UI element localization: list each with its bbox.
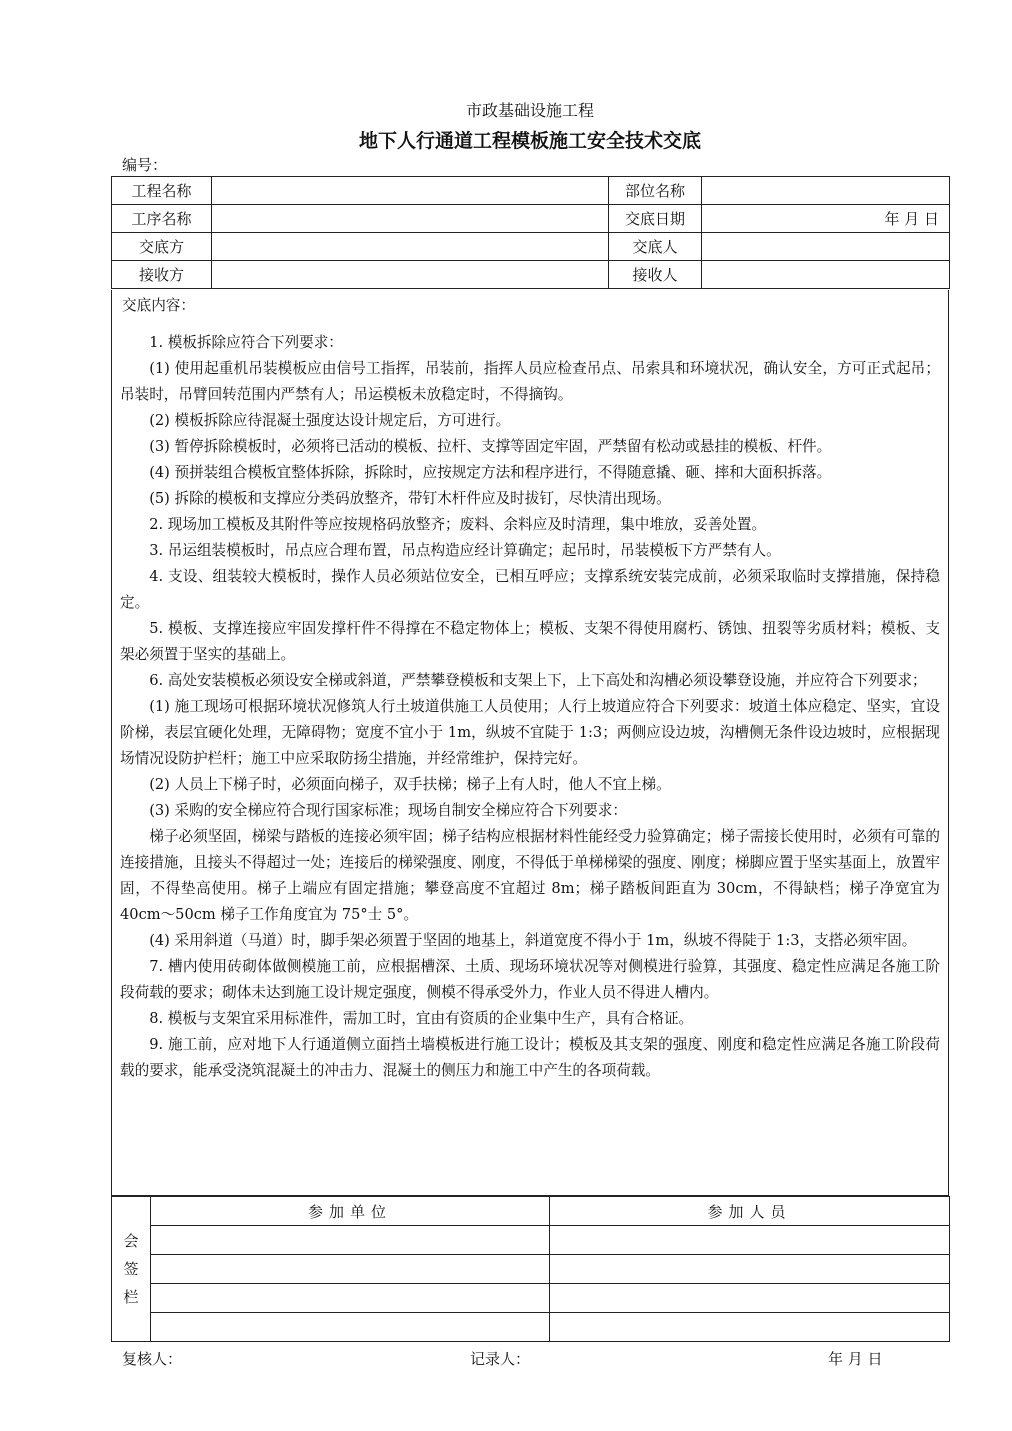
date-label: 交底日期 — [609, 205, 702, 233]
procedure-name-field[interactable] — [212, 205, 609, 233]
content-paragraph: (4) 采用斜道（马道）时，脚手架必须置于坚固的地基上，斜道宽度不得小于 1m，纵坡不得陡于 1:3，支搭必须牢固。 — [149, 932, 917, 949]
content-paragraph: 1. 模板拆除应符合下列要求： — [149, 334, 343, 351]
unit-cell[interactable] — [151, 1226, 550, 1255]
document-subtitle: 市政基础设施工程 — [465, 101, 594, 120]
issuer-label: 交底方 — [112, 233, 212, 261]
location-name-label: 部位名称 — [609, 177, 702, 205]
signoff-row — [112, 1255, 950, 1284]
info-row-issuer — [112, 233, 950, 261]
receiver-person-label: 接收人 — [609, 261, 702, 289]
person-cell[interactable] — [550, 1226, 950, 1255]
unit-cell[interactable] — [151, 1255, 550, 1284]
procedure-name-label: 工序名称 — [112, 205, 212, 233]
receiver-field[interactable] — [212, 261, 609, 289]
content-paragraph: 5. 模板、支撑连接应牢固发撑杆件不得撑在不稳定物体上；模板、支架不得使用腐朽、锈蚀、扭裂等劣质材料；模板、支架必须置于坚实的基础上。 — [120, 620, 940, 663]
unit-cell[interactable] — [151, 1313, 550, 1342]
date-field[interactable]: 年 月 日 — [702, 205, 950, 233]
content-paragraph: 4. 支设、组装较大模板时，操作人员必须站位安全，已相互呼应；支撑系统安装完成前，必须采取临时支撑措施，保持稳定。 — [120, 568, 940, 611]
serial-number-label: 编号： — [122, 156, 168, 174]
content-paragraph: 9. 施工前，应对地下人行通道侧立面挡土墙模板进行施工设计；模板及其支架的强度、刚度和稳定性应满足各施工阶段荷载的要求，能承受浇筑混凝土的冲击力、混凝土的侧压力和施工中产生的各项荷载。 — [120, 1036, 940, 1079]
content-paragraph: (1) 使用起重机吊装模板应由信号工指挥，吊装前，指挥人员应检查吊点、吊索具和环境状况，确认安全，方可正式起吊；吊装时，吊臂回转范围内严禁有人；吊运模板未放稳定时，不得摘钩。 — [120, 360, 940, 403]
content-paragraph: 8. 模板与支架宜采用标准件，需加工时，宜由有资质的企业集中生产，具有合格证。 — [149, 1010, 694, 1027]
issuer-person-field[interactable] — [702, 233, 950, 261]
signoff-label-char: 栏 — [123, 1288, 139, 1306]
footer-date: 年 月 日 — [828, 1350, 883, 1368]
issuer-person-label: 交底人 — [609, 233, 702, 261]
content-paragraph: (3) 采购的安全梯应符合现行国家标准；现场自制安全梯应符合下列要求： — [149, 802, 627, 819]
signoff-row — [112, 1313, 950, 1342]
signoff-row — [112, 1284, 950, 1313]
content-paragraph: (3) 暂停拆除模板时，必须将已活动的模板、拉杆、支撑等固定牢固，严禁留有松动或悬挂的模板、杆件。 — [149, 438, 832, 455]
person-cell[interactable] — [550, 1284, 950, 1313]
project-name-field[interactable] — [212, 177, 609, 205]
content-paragraph: 7. 槽内使用砖砌体做侧模施工前，应根据槽深、土质、现场环境状况等对侧模进行验算，其强度、稳定性应满足各施工阶段荷载的要求；砌体未达到施工设计规定强度，侧模不得承受外力，作业人员不得进人槽内。 — [120, 958, 940, 1001]
content-box — [111, 290, 949, 1196]
content-paragraph: (2) 人员上下梯子时，必须面向梯子，双手扶梯；梯子上有人时，他人不宜上梯。 — [149, 776, 671, 793]
signoff-row — [112, 1226, 950, 1255]
signoff-section-label — [112, 1197, 151, 1342]
signoff-header-row — [112, 1197, 950, 1226]
project-name-label: 工程名称 — [112, 177, 212, 205]
content-paragraph: (1) 施工现场可根据环境状况修筑人行土坡道供施工人员使用；人行上坡道应符合下列要求：坡道土体应稳定、坚实，宜设阶梯，表层宜硬化处理，无障碍物；宽度不宜小于 1m，纵坡不宜陡于 1:3；两侧应设边坡，沟槽侧无条件设边坡时，应根据现场情况设防护栏杆；施工中应采取防扬尘措施，并经常维护，保持完好。 — [120, 698, 940, 767]
person-cell[interactable] — [550, 1313, 950, 1342]
location-name-field[interactable] — [702, 177, 950, 205]
content-paragraph: (4) 预拼装组合模板宜整体拆除，拆除时，应按规定方法和程序进行，不得随意撬、砸、摔和大面积拆落。 — [149, 464, 832, 481]
info-table — [111, 176, 950, 289]
participating-unit-header: 参加单位 — [151, 1197, 550, 1226]
signoff-table — [111, 1196, 950, 1342]
info-row-procedure — [112, 205, 950, 233]
unit-cell[interactable] — [151, 1284, 550, 1313]
content-paragraph: 3. 吊运组装模板时，吊点应合理布置，吊点构造应经计算确定；起吊时，吊装模板下方严禁有人。 — [149, 542, 781, 559]
content-body — [120, 330, 940, 1084]
document-title: 地下人行通道工程模板施工安全技术交底 — [358, 130, 701, 152]
content-label: 交底内容： — [122, 297, 195, 314]
signoff-label-char: 签 — [123, 1260, 139, 1278]
content-paragraph: 梯子必须坚固，梯梁与踏板的连接必须牢固；梯子结构应根据材料性能经受力验算确定；梯子需接长使用时，必须有可靠的连接措施，且接头不得超过一处；连接后的梯梁强度、刚度，不得低于单梯梯梁的强度、刚度；梯脚应置于坚实基面上，放置牢固，不得垫高使用。梯子上端应有固定措施；攀登高度不宜超过 8m；梯子踏板间距直为 30cm，不得缺档；梯子净宽宜为 40cm～50cm 梯子工作角度宜为 75°士 5°。 — [120, 828, 940, 923]
content-paragraph: (2) 模板拆除应待混凝土强度达设计规定后，方可进行。 — [149, 412, 511, 429]
participating-person-header: 参加人员 — [550, 1197, 950, 1226]
person-cell[interactable] — [550, 1255, 950, 1284]
info-row-project — [112, 177, 950, 205]
content-paragraph: 2. 现场加工模板及其附件等应按规格码放整齐；废料、余料应及时清理，集中堆放，妥善处置。 — [149, 516, 767, 533]
receiver-person-field[interactable] — [702, 261, 950, 289]
content-paragraph: (5) 拆除的模板和支撑应分类码放整齐，带钉木杆件应及时拔钉，尽快清出现场。 — [149, 490, 671, 507]
reviewer-label: 复核人： — [122, 1350, 183, 1368]
signoff-label-char: 会 — [123, 1232, 139, 1250]
receiver-label: 接收方 — [112, 261, 212, 289]
info-row-receiver — [112, 261, 950, 289]
issuer-field[interactable] — [212, 233, 609, 261]
content-paragraph: 6. 高处安装模板必须设安全梯或斜道，严禁攀登模板和支架上下，上下高处和沟槽必须设攀登设施，并应符合下列要求； — [149, 672, 927, 689]
recorder-label: 记录人： — [470, 1350, 531, 1368]
